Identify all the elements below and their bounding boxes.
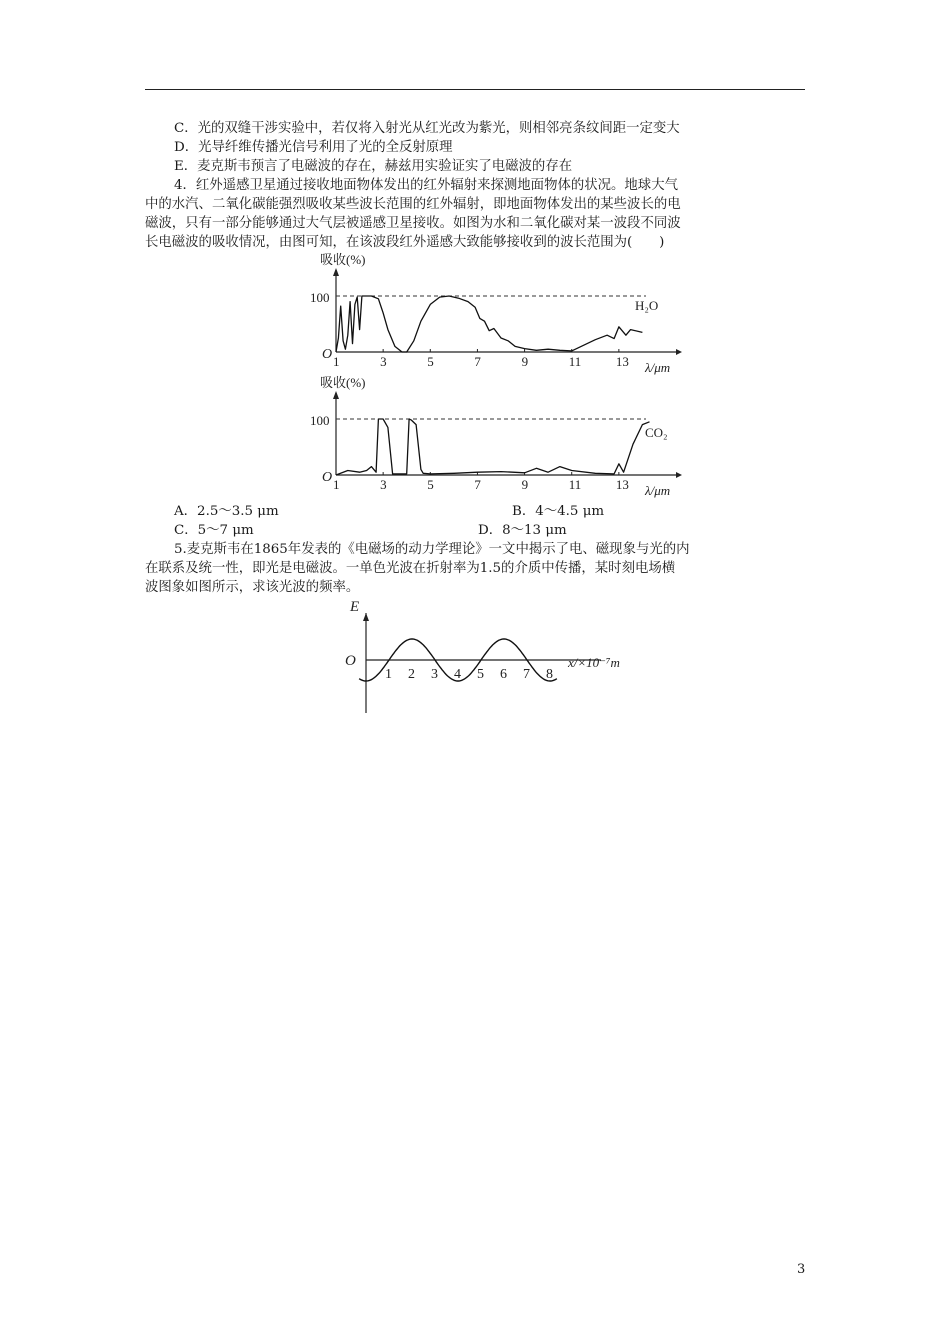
x-tick-label: 5 <box>477 667 484 682</box>
co2-absorption-chart <box>310 375 690 500</box>
x-tick-label: 1 <box>333 354 340 369</box>
chart-xlabel: λ/μm <box>645 483 671 498</box>
x-tick-label: 9 <box>521 477 529 492</box>
chart-ref-label: 100 <box>310 413 330 428</box>
q4-stem-line: 4．红外遥感卫星通过接收地面物体发出的红外辐射来探测地面物体的状况。地球大气 <box>174 178 678 193</box>
y-axis-arrow <box>363 613 369 621</box>
q4-stem-line: 磁波，只有一部分能够通过大气层被遥感卫星接收。如图为水和二氧化碳对某一波段不同波 <box>145 216 681 231</box>
x-tick-label: 1 <box>333 477 340 492</box>
x-tick-label: 9 <box>521 354 529 369</box>
x-tick-label: 4 <box>454 667 461 682</box>
q4-stem-line: 长电磁波的吸收情况，由图可知，在该波段红外遥感大致能够接收到的波长范围为( ) <box>145 235 665 250</box>
x-tick-label: 5 <box>427 354 434 369</box>
chart-xlabel: λ/μm <box>645 360 671 375</box>
chart-series-label: CO₂ <box>645 425 668 440</box>
x-tick-label: 5 <box>427 477 434 492</box>
page-number: 3 <box>797 1262 806 1277</box>
y-axis-arrow <box>333 391 339 399</box>
x-tick-label: 7 <box>523 667 530 682</box>
x-tick-label: 7 <box>474 354 481 369</box>
x-tick-label: 1 <box>385 667 392 682</box>
q4-option-d: D．8～13 μm <box>478 523 567 538</box>
q5-stem-line: 波图象如图所示，求该光波的频率。 <box>145 580 360 595</box>
q4-option-c: C．5～7 μm <box>174 523 254 538</box>
x-tick-label: 8 <box>546 667 553 682</box>
x-tick-label: 11 <box>568 477 582 492</box>
absorption-series-line <box>336 419 650 475</box>
x-tick-label: 13 <box>615 354 629 369</box>
q5-stem-line: 5.麦克斯韦在1865年发表的《电磁场的动力学理论》一文中揭示了电、磁现象与光的内 <box>174 542 690 557</box>
chart-ref-label: 100 <box>310 290 330 305</box>
x-tick-label: 11 <box>568 354 582 369</box>
q4-stem-line: 中的水汽、二氧化碳能强烈吸收某些波长范围的红外辐射，即地面物体发出的某些波长的电 <box>145 197 681 212</box>
x-tick-label: 3 <box>380 477 387 492</box>
wave-xlabel: x/×10⁻⁷m <box>568 655 620 670</box>
chart-series-label: H₂O <box>635 298 659 313</box>
h2o-absorption-chart <box>310 252 690 377</box>
x-tick-label: 3 <box>431 667 438 682</box>
q3-option-d: D．光导纤维传播光信号利用了光的全反射原理 <box>174 140 453 155</box>
chart-ylabel: 吸收(%) <box>320 252 366 267</box>
y-axis-arrow <box>333 268 339 276</box>
x-tick-label: 7 <box>474 477 481 492</box>
x-tick-label: 6 <box>500 667 507 682</box>
chart-ylabel: 吸收(%) <box>320 375 366 390</box>
x-tick-label: 2 <box>408 667 415 682</box>
x-axis-arrow <box>676 472 682 478</box>
x-axis-arrow <box>676 349 682 355</box>
q3-option-e: E．麦克斯韦预言了电磁波的存在，赫兹用实验证实了电磁波的存在 <box>174 159 573 174</box>
wave-chart <box>335 597 635 717</box>
absorption-series-line <box>336 296 642 352</box>
q4-option-b: B．4～4.5 μm <box>512 504 605 519</box>
chart-origin-label: O <box>322 347 333 362</box>
x-tick-label: 13 <box>615 477 629 492</box>
wave-ylabel: E <box>350 599 360 615</box>
q4-option-a: A．2.5～3.5 μm <box>174 504 279 519</box>
header-rule <box>145 89 805 90</box>
wave-origin-label: O <box>345 653 356 669</box>
chart-origin-label: O <box>322 470 333 485</box>
x-tick-label: 3 <box>380 354 387 369</box>
q3-option-c: C．光的双缝干涉实验中，若仅将入射光从红光改为紫光，则相邻亮条纹间距一定变大 <box>174 121 680 136</box>
q5-stem-line: 在联系及统一性，即光是电磁波。一单色光波在折射率为1.5的介质中传播，某时刻电场横 <box>145 561 676 576</box>
